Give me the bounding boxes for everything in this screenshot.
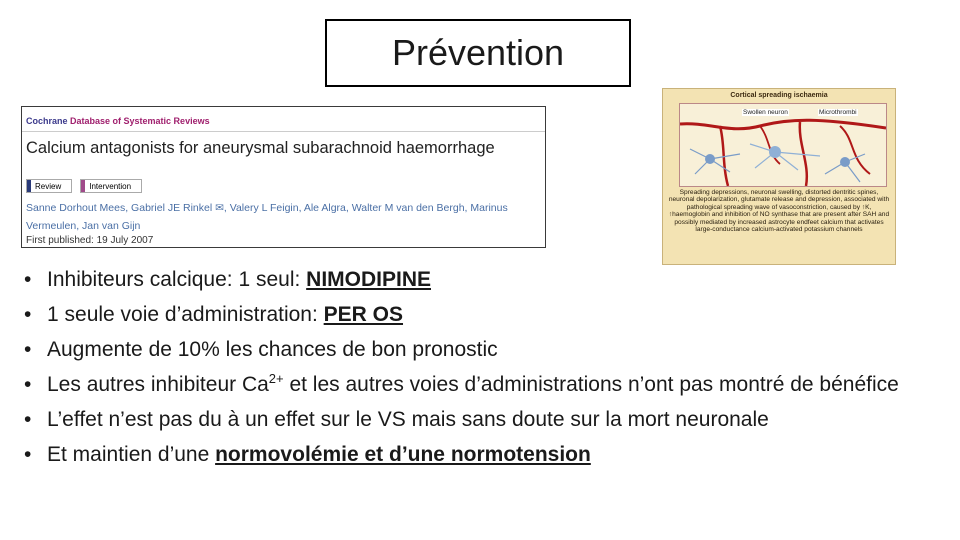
figure-title: Cortical spreading ischaemia [730,92,828,99]
bullet-4-text: Les autres inhibiteur Ca [47,373,269,396]
tag-intervention-label: Intervention [89,181,132,191]
bullet-dot: • [24,443,32,466]
cochrane-brand: Cochrane [26,116,68,126]
bullet-item-nimodipine [20,268,940,292]
bullet-item-neuronal-death [20,408,940,432]
tag-review-label: Review [35,181,62,191]
published-label: First published: [26,235,94,246]
bullet-item-route [20,303,940,327]
bullet-item-prognosis [20,338,940,362]
tag-intervention [80,179,142,193]
label-swollen-neuron: Swollen neuron [743,109,788,116]
cochrane-published [26,235,153,246]
figure-illustration-svg [680,104,886,186]
cochrane-divider [22,131,545,132]
bullet-dot: • [24,303,32,326]
figure-illustration [679,103,887,187]
bullet-4-text-end: et les autres voies d’administrations n’ont pas montré de bénéfice [283,373,899,396]
bullet-3-text: Augmente de 10% les chances de bon pronostic [47,338,498,361]
published-date: 19 July 2007 [96,235,154,246]
tag-review [26,179,72,193]
bullet-5-text: L’effet n’est pas du à un effet sur le VS mais sans doute sur la mort neuronale [47,408,769,431]
cochrane-authors: Sanne Dorhout Mees, Gabriel JE Rinkel ✉, Valery L Feigin, Ale Algra, Walter M van den Bergh, Marinus Vermeulen, Jan van Gijn [26,202,508,232]
slide-title: Prévention [325,19,631,87]
cochrane-database-name [26,116,210,126]
cochrane-tags [26,179,142,193]
bullet-2-emphasis: PER OS [323,303,404,326]
bullet-list [20,268,940,467]
figure-caption: Spreading depressions, neuronal swelling, distorted dentritic spines, neuronal depolarization, glutamate release and depression, associated with pathological spreading wave of vasoconstriction, caused by ↑K, ↑haemoglobin and inhibition of NO synthase that are present after SAH and possibly mediated by increased astrocyte endfeet calcium that activates large-conductance calcium-activated potassium channels [668,189,890,234]
bullet-2-text: 1 seule voie d’administration: [47,303,324,326]
cochrane-article-title: Calcium antagonists for aneurysmal subarachnoid haemorrhage [26,139,495,157]
tag-intervention-swatch [81,180,85,192]
bullet-dot: • [24,373,32,396]
bullet-item-normovolemia [20,443,940,467]
ischaemia-figure [662,88,896,265]
cochrane-citation-image [21,106,546,248]
bullet-4-superscript: 2+ [268,371,284,386]
label-microthrombi: Microthrombi [819,109,857,116]
bullet-6-text: Et maintien d’une [47,443,216,466]
bullet-1-emphasis: NIMODIPINE [306,268,431,291]
tag-review-swatch [27,180,31,192]
bullet-1-text: Inhibiteurs calcique: 1 seul: [47,268,307,291]
bullet-dot: • [24,408,32,431]
bullet-dot: • [24,268,32,291]
bullet-item-other-inhibitors [20,373,940,397]
cochrane-database-rest: Database of Systematic Reviews [67,116,210,126]
bullet-dot: • [24,338,32,361]
bullet-6-emphasis: normovolémie et d’une normotension [215,443,591,466]
